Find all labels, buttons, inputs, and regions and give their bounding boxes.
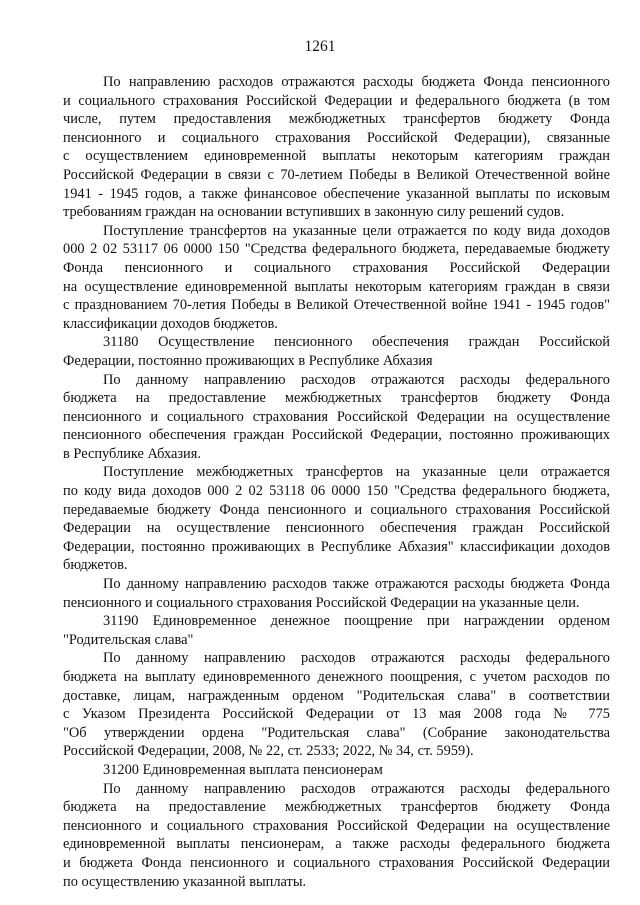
text-line: с Указом Президента Российской Федерации от 13 мая 2008 года № 775 bbox=[63, 706, 610, 723]
heading-31200 bbox=[63, 761, 610, 780]
paragraph-1 bbox=[63, 73, 610, 222]
text-line: бюджетов. bbox=[63, 557, 128, 574]
text-line: в Республике Абхазия. bbox=[63, 445, 201, 462]
text-line: единовременной выплаты пенсионерам, а также расходы федерального бюджета bbox=[63, 836, 610, 853]
heading-31190 bbox=[63, 612, 610, 649]
paragraph-7 bbox=[63, 780, 610, 892]
paragraph-3 bbox=[63, 371, 610, 464]
text-line: и бюджета Фонда пенсионного и социального страхования Российской Федерации bbox=[63, 854, 610, 871]
text-line: бюджета на выплату единовременного денежного поощрения, с учетом расходов по bbox=[63, 669, 610, 685]
text-line: пенсионного и социального страхования Российской Федерации), связанные bbox=[63, 129, 610, 146]
paragraph-6 bbox=[63, 649, 610, 761]
text-line: с осуществлением единовременной выплаты некоторым категориям граждан bbox=[63, 148, 610, 165]
text-line: 000 2 02 53117 06 0000 150 "Средства федерального бюджета, передаваемые бюджету bbox=[63, 241, 610, 258]
text-line: требованиям граждан на основании вступивших в законную силу решений судов. bbox=[63, 204, 565, 221]
text-line: пенсионного и социального страхования Российской Федерации на указанные цели. bbox=[63, 594, 580, 611]
text-line: "Об утверждении ордена "Родительская слава" (Собрание законодательства bbox=[63, 724, 610, 741]
text-line: "Родительская слава" bbox=[63, 631, 194, 648]
text-line: доставке, лицам, награжденным орденом "Родительская слава" в соответствии bbox=[63, 687, 610, 704]
paragraph-5 bbox=[63, 575, 610, 612]
text-line: 1941 - 1945 годов, а также финансовое обеспечение указанной выплаты по исковым bbox=[63, 185, 610, 202]
text-line: Федерации на осуществление пенсионного обеспечения граждан Российской bbox=[63, 520, 610, 537]
text-line: классификации доходов бюджетов. bbox=[63, 315, 278, 332]
text-line: и социального страхования Российской Федерации и федерального бюджета (в том bbox=[63, 92, 610, 109]
text-line: Российской Федерации, 2008, № 22, ст. 2533; 2022, № 34, ст. 5959). bbox=[63, 743, 474, 760]
text-line: По данному направлению расходов отражаются расходы федерального bbox=[103, 371, 610, 388]
text-line: на осуществление единовременной выплаты некоторым категориям граждан в связи bbox=[63, 278, 610, 295]
text-line: Фонда пенсионного и социального страхования Российской Федерации bbox=[63, 259, 610, 276]
text-line: пенсионного и социального страхования Российской Федерации на осуществление bbox=[63, 817, 610, 834]
text-line: По данному направлению расходов также отражаются расходы бюджета Фонда bbox=[103, 576, 610, 593]
text-line: Поступление межбюджетных трансфертов на указанные цели отражается bbox=[103, 464, 610, 481]
text-line: передаваемые бюджету Фонда пенсионного и социального страхования Российской bbox=[63, 501, 610, 518]
text-line: пенсионного обеспечения граждан Российской Федерации, постоянно проживающих bbox=[63, 427, 610, 444]
text-line: пенсионного и социального страхования Российской Федерации на осуществление bbox=[63, 408, 610, 425]
heading-31180 bbox=[63, 333, 610, 370]
text-line: Федерации, постоянно проживающих в Республике Абхазия bbox=[63, 352, 433, 369]
page-number: 1261 bbox=[304, 38, 336, 55]
document-body bbox=[63, 73, 610, 891]
text-line: Поступление трансфертов на указанные цели отражается по коду вида доходов bbox=[103, 222, 610, 239]
text-line: По данному направлению расходов отражаются расходы федерального bbox=[103, 780, 610, 797]
text-line: По данному направлению расходов отражаются расходы федерального bbox=[103, 650, 610, 667]
text-line: бюджета на предоставление межбюджетных трансфертов бюджету Фонда bbox=[63, 390, 610, 407]
paragraph-2 bbox=[63, 222, 610, 334]
paragraph-4 bbox=[63, 463, 610, 575]
text-line: по коду вида доходов 000 2 02 53118 06 0000 150 "Средства федерального бюджета, bbox=[63, 483, 610, 500]
text-line: По направлению расходов отражаются расходы бюджета Фонда пенсионного bbox=[103, 74, 610, 90]
text-line: по осуществлению указанной выплаты. bbox=[63, 873, 307, 890]
text-line: Федерации, постоянно проживающих в Республике Абхазия" классификации доходов bbox=[63, 538, 610, 555]
text-line: 31200 Единовременная выплата пенсионерам bbox=[103, 761, 383, 778]
text-line: Российской Федерации в связи с 70-летием Победы в Великой Отечественной войне bbox=[63, 166, 610, 183]
text-line: с празднованием 70-летия Победы в Великой Отечественной войне 1941 - 1945 годов" bbox=[63, 297, 610, 314]
text-line: 31180 Осуществление пенсионного обеспечения граждан Российской bbox=[103, 334, 610, 351]
text-line: бюджета на предоставление межбюджетных трансфертов бюджету Фонда bbox=[63, 799, 610, 816]
text-line: числе, путем предоставления межбюджетных трансфертов бюджету Фонда bbox=[63, 111, 610, 128]
text-line: 31190 Единовременное денежное поощрение при награждении орденом bbox=[103, 613, 610, 630]
